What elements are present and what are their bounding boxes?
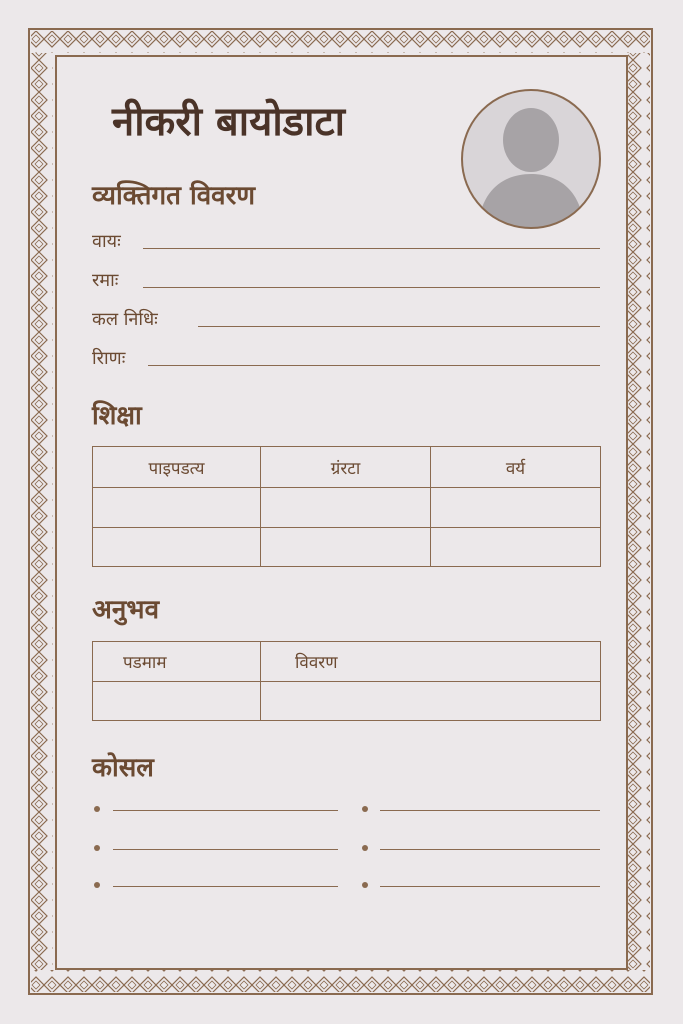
experience-heading: अनुभव [92,595,160,625]
skill-line[interactable] [380,886,600,887]
field-input-line-3[interactable] [198,326,600,327]
table-row [93,488,601,528]
bullet-dot-icon [362,806,368,812]
experience-table [92,641,601,721]
field-label-2: रमाः [92,270,119,291]
skill-line[interactable] [380,810,600,811]
education-col-header-2: ग्रंरटा [261,447,431,488]
field-input-line-1[interactable] [143,248,600,249]
table-row [93,528,601,567]
skill-line[interactable] [113,886,338,887]
field-label-4: रिाणः [92,348,126,369]
skill-line[interactable] [113,849,338,850]
experience-cell[interactable] [93,682,261,721]
education-cell[interactable] [93,528,261,567]
table-row [93,682,601,721]
field-label-1: वायः [92,231,121,252]
education-table [92,446,601,567]
bullet-dot-icon [94,845,100,851]
education-col-header-3: वर्य [431,447,601,488]
profile-photo-placeholder[interactable] [460,88,602,230]
education-cell[interactable] [261,488,431,528]
document-title: नीकरी बायोडाटा [112,99,345,145]
education-header-row [93,447,601,488]
education-cell[interactable] [261,528,431,567]
bullet-dot-icon [94,882,100,888]
experience-cell[interactable] [261,682,601,721]
skill-line[interactable] [113,810,338,811]
skills-heading: कोसल [92,753,154,783]
field-input-line-4[interactable] [148,365,600,366]
skill-line[interactable] [380,849,600,850]
education-heading: शिक्षा [92,401,142,431]
experience-col-header-2: विवरण [261,642,601,682]
bullet-dot-icon [362,882,368,888]
field-input-line-2[interactable] [143,287,600,288]
bullet-dot-icon [362,845,368,851]
education-cell[interactable] [431,488,601,528]
education-col-header-1: पाइपडत्य [93,447,261,488]
experience-col-header-1: पडमाम [93,642,261,682]
experience-header-row [93,642,601,682]
education-cell[interactable] [93,488,261,528]
field-label-3: कल निधिः [92,309,158,330]
personal-details-heading: व्यक्तिगत विवरण [92,181,256,211]
bullet-dot-icon [94,806,100,812]
education-cell[interactable] [431,528,601,567]
